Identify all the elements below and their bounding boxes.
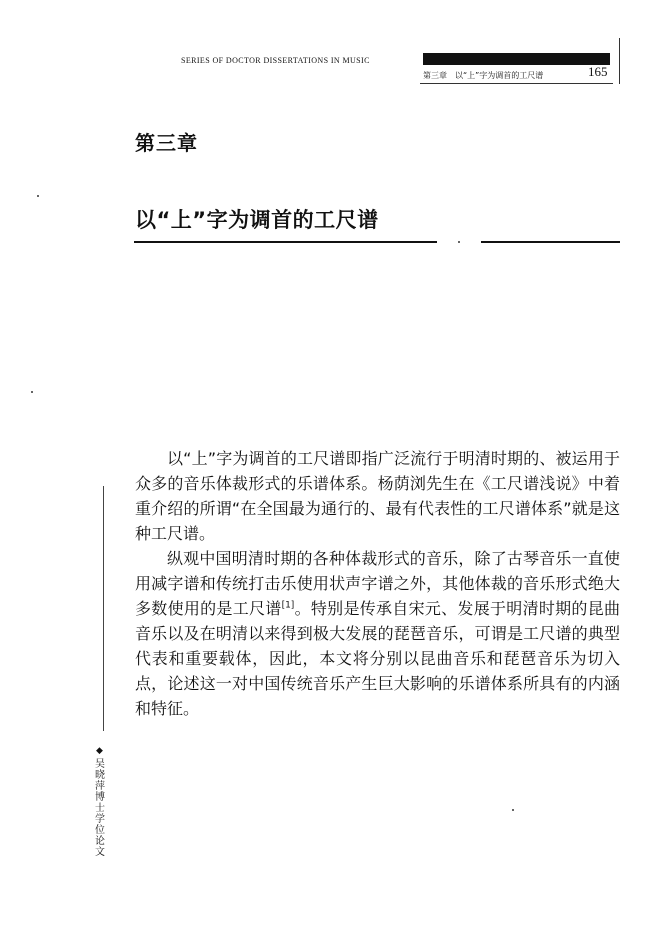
- margin-vertical-rule: [103, 486, 104, 731]
- page-number: 165: [588, 64, 608, 79]
- title-underline-right: [481, 241, 620, 243]
- paragraph-1: 以“上”字为调首的工尺谱即指广泛流行于明清时期的、被运用于众多的音乐体裁形式的乐谱体系。杨荫浏先生在《工尺谱浅说》中着重介绍的所谓“在全国最为通行的、最有代表性的工尺谱体系”就是这种工尺谱。: [135, 449, 620, 543]
- footnote-reference: [1]: [281, 600, 295, 611]
- header-vertical-rule: [619, 38, 620, 84]
- chapter-number: 第三章: [135, 131, 198, 155]
- scan-speck: [512, 809, 514, 811]
- paragraph-2-part-1: 纵观中国明清时期的各种体裁形式的音乐，除了古琴音乐一直使用减字谱和传统打击乐使用状声字谱之外，其他体裁的音乐形式绝大多数使用的是工尺谱: [135, 549, 620, 618]
- running-chapter-title: 第三章 以“上”字为调首的工尺谱: [423, 71, 544, 80]
- paragraph-2-part-2: 。特别是传承自宋元、发展于明清时期的昆曲音乐以及在明清以来得到极大发展的琵琶音乐，可谓是工尺谱的典型代表和重要载体，因此，本文将分别以昆曲音乐和琵琶音乐为切入点，论述这一对中国传统音乐产生巨大影响的乐谱体系所具有的内涵和特征。: [135, 599, 620, 718]
- chapter-title: 以“上”字为调首的工尺谱: [135, 208, 379, 232]
- header-divider: [420, 83, 613, 84]
- title-underline-left: [134, 241, 437, 243]
- series-title: SERIES OF DOCTOR DISSERTATIONS IN MUSIC: [181, 56, 370, 65]
- scan-speck: [31, 391, 33, 393]
- scan-speck: [458, 241, 460, 243]
- body-text: [135, 446, 620, 721]
- scan-speck: [37, 195, 39, 197]
- diamond-icon: ◆: [96, 746, 103, 756]
- header-black-bar: [423, 53, 610, 65]
- margin-author-label: 吴晓萍博士学位论文: [95, 759, 105, 858]
- paragraph-2: [135, 546, 620, 721]
